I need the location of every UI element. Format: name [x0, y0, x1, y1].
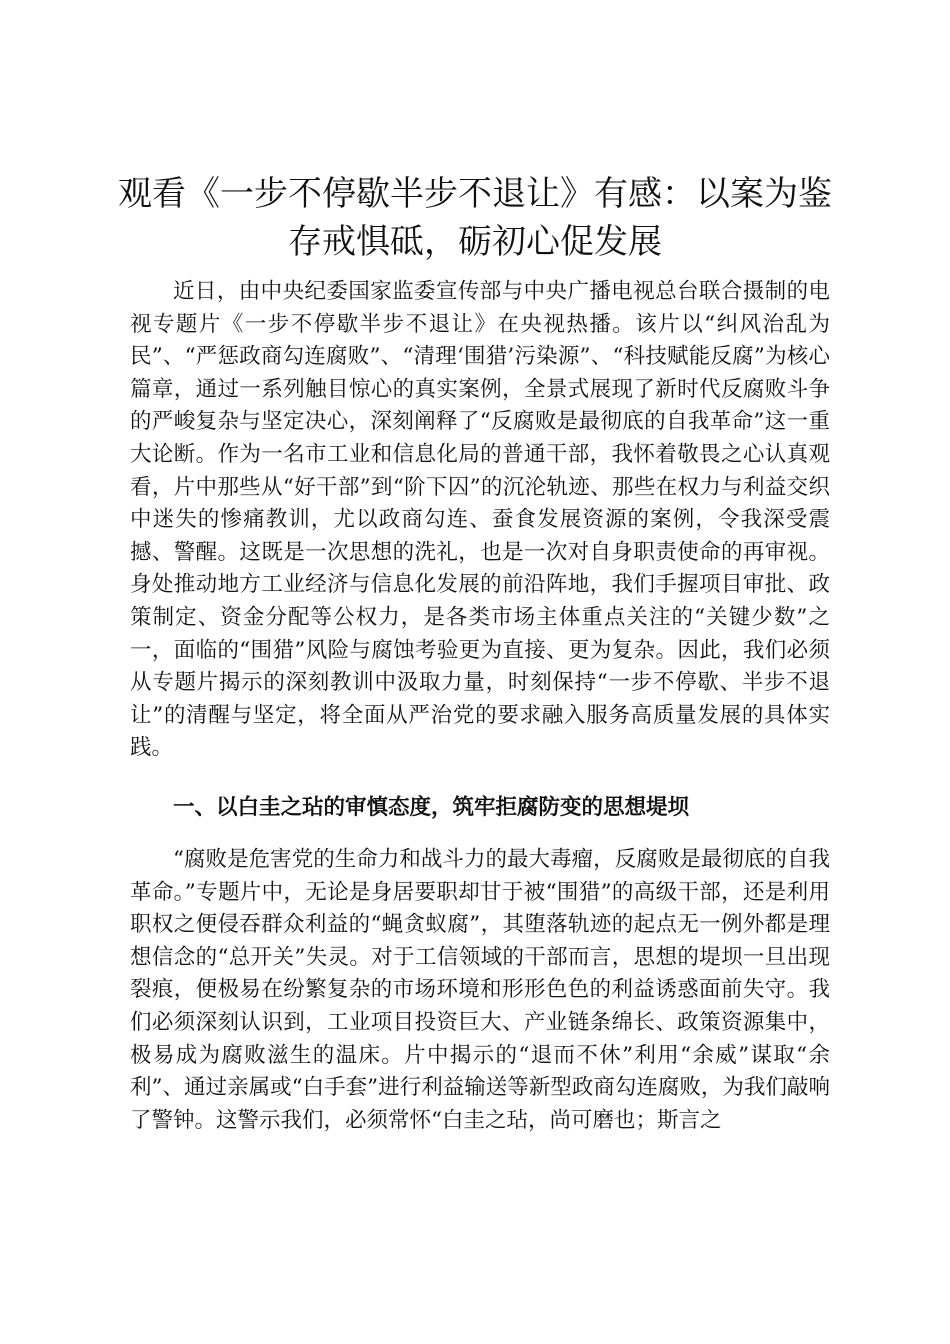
section-paragraph: “腐败是危害党的生命力和战斗力的最大毒瘤，反腐败是最彻底的自我革命。”专题片中，无论是身居要职却甘于被“围猎”的高级干部，还是利用职权之便侵吞群众利益的“蝇贪蚁腐”，其堕落轨迹的起点无一例外都是理想信念的“总开关”失灵。对于工信领域的干部而言，思想的堤坝一旦出现裂痕，便极易在纷繁复杂的市场环境和形形色色的利益诱惑面前失守。我们必须深刻认识到，工业项目投资巨大、产业链条绵长、政策资源集中，极易成为腐败滋生的温床。片中揭示的“退而不休”利用“余威”谋取“余利”、通过亲属或“白手套”进行利益输送等新型政商勾连腐败，为我们敲响了警钟。这警示我们，必须常怀“白圭之玷，尚可磨也；斯言之: [130, 847, 830, 1133]
document-title: 观看《一步不停歇半步不退让》有感：以案为鉴存戒惧砥，砺初心促发展: [118, 174, 832, 262]
intro-paragraph: 近日，由中央纪委国家监委宣传部与中央广播电视总台联合摄制的电视专题片《一步不停歇半步不退让》在央视热播。该片以“纠风治乱为民”、“严惩政商勾连腐败”、“清理‘围猎’污染源”、“科技赋能反腐”为核心篇章，通过一系列触目惊心的真实案例，全景式展现了新时代反腐败斗争的严峻复杂与坚定决心，深刻阐释了“反腐败是最彻底的自我革命”这一重大论断。作为一名市工业和信息化局的普通干部，我怀着敬畏之心认真观看，片中那些从“好干部”到“阶下囚”的沉沦轨迹、那些在权力与利益交织中迷失的惨痛教训，尤以政商勾连、蚕食发展资源的案例，令我深受震撼、警醒。这既是一次思想的洗礼，也是一次对自身职责使命的再审视。身处推动地方工业经济与信息化发展的前沿阵地，我们手握项目审批、政策制定、资金分配等公权力，是各类市场主体重点关注的“关键少数”之一，面临的“围猎”风险与腐蚀考验更为直接、更为复杂。因此，我们必须从专题片揭示的深刻教训中汲取力量，时刻保持“一步不停歇、半步不退让”的清醒与坚定，将全面从严治党的要求融入服务高质量发展的具体实践。: [130, 279, 830, 761]
section-heading: 一、以白圭之玷的审慎态度，筑牢拒腐防变的思想堤坝: [173, 795, 690, 820]
